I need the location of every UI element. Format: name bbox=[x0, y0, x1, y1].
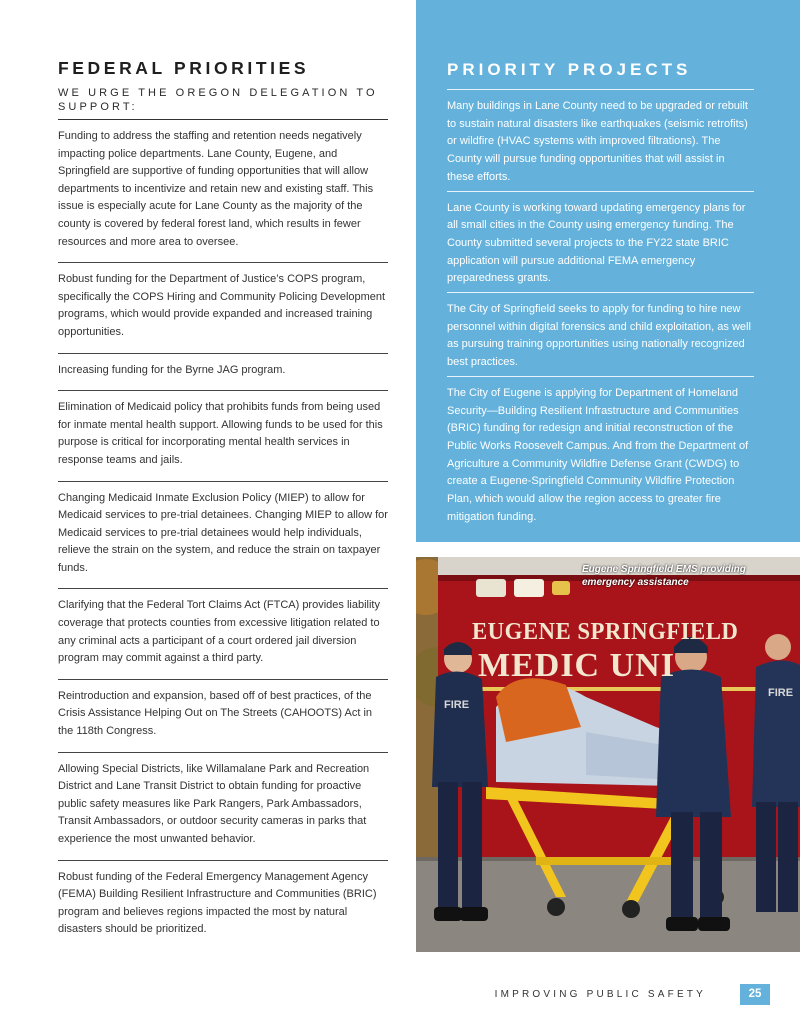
list-item bbox=[58, 861, 388, 950]
project-item-text: Many buildings in Lane County need to be upgraded or rebuilt to sustain natural disasters like earthquakes (seismic retrofits) or wildfire (HVAC systems with improved filtrations). The County will pursue funding opportunities that will assist in these efforts. bbox=[447, 100, 748, 183]
jacket-label-right: FIRE bbox=[768, 687, 794, 699]
list-item bbox=[58, 120, 388, 263]
ems-photo bbox=[416, 557, 800, 952]
priority-projects-panel bbox=[416, 0, 800, 542]
list-item-text: Changing Medicaid Inmate Exclusion Policy (MIEP) to allow for Medicaid services to pre-trial detainees. Changing MIEP to allow for Medicaid services to pre-trial detainees would help individuals, relieve the strain on the system, and reduce the strain on taxpayer funds. bbox=[58, 491, 388, 574]
list-item-text: Increasing funding for the Byrne JAG program. bbox=[58, 363, 286, 376]
page-number: 25 bbox=[740, 984, 770, 1005]
priority-projects-heading: PRIORITY PROJECTS bbox=[447, 60, 692, 79]
federal-priorities-section bbox=[58, 58, 388, 950]
priority-projects-list bbox=[447, 89, 754, 530]
list-item-text: Robust funding for the Department of Justice’s COPS program, specifically the COPS Hiring and Community Policing Development programs, which would provide expanded and increased training opportunities. bbox=[58, 273, 386, 338]
photo-caption: Eugene Springfield EMS providing emergency assistance bbox=[582, 564, 746, 588]
project-item bbox=[447, 376, 754, 531]
footer-section-title: IMPROVING PUBLIC SAFETY bbox=[494, 989, 706, 1000]
federal-priorities-subheading: WE URGE THE OREGON DELEGATION TO SUPPORT: bbox=[58, 86, 388, 120]
project-item-text: The City of Springfield seeks to apply for funding to hire new personnel within digital forensics and child exploitation, as well as pursuing training opportunities using nationally recognized best practices. bbox=[447, 303, 751, 369]
list-item-text: Robust funding of the Federal Emergency Management Agency (FEMA) Building Resilient Infrastructure and Communities (BRIC) program and believes regions impacted the most by natural disasters should be prioritized. bbox=[58, 870, 377, 936]
federal-priorities-heading: FEDERAL PRIORITIES bbox=[58, 58, 310, 78]
list-item bbox=[58, 263, 388, 353]
project-item bbox=[447, 292, 754, 376]
list-item bbox=[58, 482, 388, 590]
list-item bbox=[58, 354, 388, 392]
list-item-text: Funding to address the staffing and retention needs negatively impacting police departments. Lane County, Eugene, and Springfield are supportive of funding opportunities that will allow departments to incentivize and retain new and existing staff. This issue is especially acute for Lane County as the majority of the county is covered by federal forest land, which results in fewer resources and more area to oversee. bbox=[58, 130, 374, 248]
truck-lettering-bottom: MEDIC UNI bbox=[478, 647, 675, 684]
list-item-text: Clarifying that the Federal Tort Claims Act (FTCA) provides liability coverage that protects counties from excessive litigation related to any criminal acts a participant of a court ordered jail diversion program may commit against a third party. bbox=[58, 599, 380, 665]
project-item bbox=[447, 191, 754, 293]
project-item-text: Lane County is working toward updating emergency plans for all small cities in the County using emergency funding. The County submitted several projects to the FY22 state BRIC application will pursue additional FEMA emergency preparedness grants. bbox=[447, 201, 746, 285]
list-item-text: Allowing Special Districts, like Willamalane Park and Recreation District and Lane Transit District to obtain funding for proactive public safety measures like Park Rangers, Park Ambassadors, Transit Ambassadors, or outdoor security cameras in parks that experience the most unwanted behavior. bbox=[58, 762, 370, 845]
project-item bbox=[447, 89, 754, 191]
list-item bbox=[58, 589, 388, 679]
list-item-text: Elimination of Medicaid policy that prohibits funds from being used for inmate mental health support. Allowing funds to be used for this purpose is critical for incorporating mental health services in response teams and jails. bbox=[58, 401, 383, 466]
federal-priorities-list bbox=[58, 120, 388, 950]
ems-photo-illustration bbox=[416, 557, 800, 952]
list-item bbox=[58, 680, 388, 753]
list-item bbox=[58, 391, 388, 481]
project-item-text: The City of Eugene is applying for Department of Homeland Security—Building Resilient Infrastructure and Communities (BRIC) funding for redesign and initial reconstruction of the Public Works Roosevelt Campus. And from the Department of Agriculture a Community Wildfire Defense Grant (CWDG) to create a Eugene-Springfield Community Wildfire Protection Plan, which would allow the region access to greater fire mitigation funding. bbox=[447, 386, 749, 523]
list-item bbox=[58, 753, 388, 861]
truck-lettering-top: EUGENE SPRINGFIELD bbox=[472, 619, 739, 645]
jacket-label-left: FIRE bbox=[444, 699, 470, 711]
list-item-text: Reintroduction and expansion, based off of best practices, of the Crisis Assistance Helping Out on The Streets (CAHOOTS) Act in the 118th Congress. bbox=[58, 689, 373, 738]
